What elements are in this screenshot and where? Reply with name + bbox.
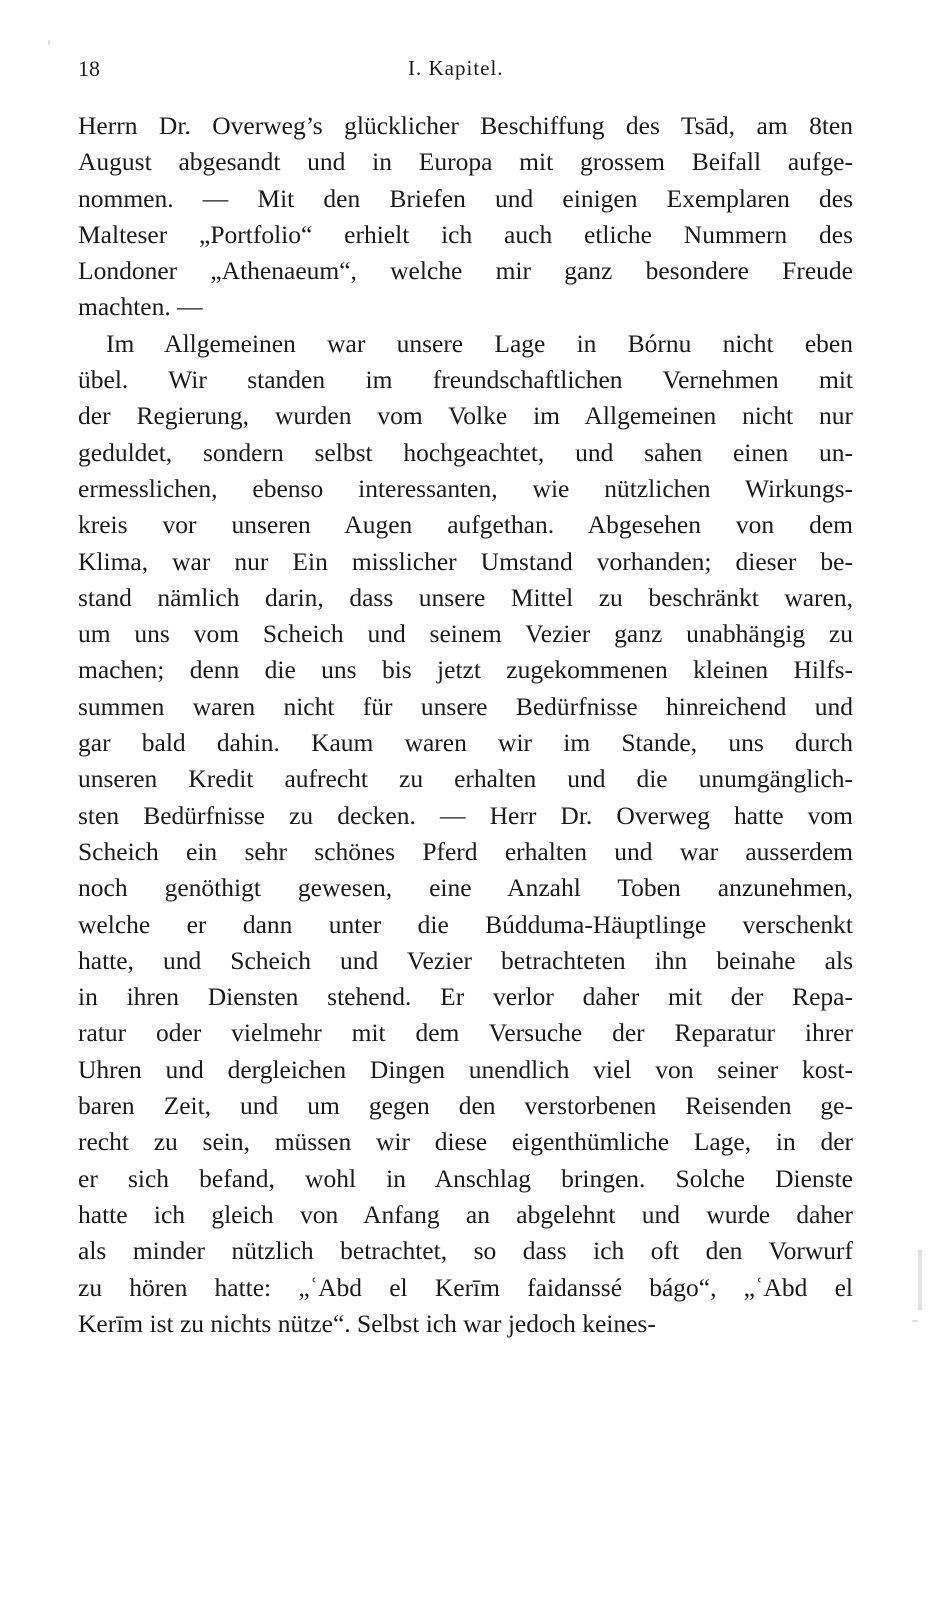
text-line: gar bald dahin. Kaum waren wir im Stande, uns durch — [78, 728, 853, 758]
text-line: baren Zeit, und um gegen den verstorbenen Reisenden ge- — [78, 1091, 853, 1121]
text-line: Klima, war nur Ein misslicher Umstand vorhanden; dieser be- — [78, 546, 853, 576]
text-line: noch genöthigt gewesen, eine Anzahl Toben anzunehmen, — [78, 873, 853, 903]
text-line: welche er dann unter die Búdduma-Häuptlinge verschenkt — [78, 909, 853, 939]
text-line: recht zu sein, müssen wir diese eigenthümliche Lage, in der — [78, 1127, 853, 1157]
body-text — [78, 108, 853, 1342]
scan-speck — [48, 40, 50, 45]
text-line: machten. — — [78, 292, 203, 322]
text-line: August abgesandt und in Europa mit grossem Beifall aufge- — [78, 147, 853, 177]
paragraph-start-line: Im Allgemeinen war unsere Lage in Bórnu nicht eben — [106, 328, 853, 358]
scan-speck — [918, 1250, 922, 1310]
text-line: hatte ich gleich von Anfang an abgelehnt und wurde daher — [78, 1199, 853, 1229]
text-line: ermesslichen, ebenso interessanten, wie nützlichen Wirkungs- — [78, 473, 853, 503]
text-line: ratur oder vielmehr mit dem Versuche der Reparatur ihrer — [78, 1018, 853, 1048]
text-line: stand nämlich darin, dass unsere Mittel zu beschränkt waren, — [78, 582, 853, 612]
text-line: sten Bedürfnisse zu decken. — Herr Dr. Overweg hatte vom — [78, 800, 853, 830]
page-number: 18 — [78, 56, 100, 81]
text-line: machen; denn die uns bis jetzt zugekommenen kleinen Hilfs- — [78, 655, 853, 685]
text-line: summen waren nicht für unsere Bedürfnisse hinreichend und — [78, 691, 853, 721]
text-line: geduldet, sondern selbst hochgeachtet, und sahen einen un- — [78, 437, 853, 467]
text-line: Uhren und dergleichen Dingen unendlich viel von seiner kost- — [78, 1054, 853, 1084]
text-line: Malteser „Portfolio“ erhielt ich auch etliche Nummern des — [78, 219, 853, 249]
text-line: kreis vor unseren Augen aufgethan. Abgesehen von dem — [78, 510, 853, 540]
text-line: in ihren Diensten stehend. Er verlor daher mit der Repa- — [78, 982, 853, 1012]
text-line: unseren Kredit aufrecht zu erhalten und die unumgänglich- — [78, 764, 853, 794]
text-line: hatte, und Scheich und Vezier betrachteten ihn beinahe als — [78, 945, 853, 975]
text-line: um uns vom Scheich und seinem Vezier ganz unabhängig zu — [78, 619, 853, 649]
text-line: zu hören hatte: „ʿAbd el Kerīm faidanssé bágo“, „ʿAbd el — [78, 1272, 853, 1302]
text-line: er sich befand, wohl in Anschlag bringen. Solche Dienste — [78, 1163, 853, 1193]
text-line: Scheich ein sehr schönes Pferd erhalten und war ausserdem — [78, 836, 853, 866]
running-head — [78, 56, 838, 86]
text-line: übel. Wir standen im freundschaftlichen Vernehmen mit — [78, 365, 853, 395]
text-line: Kerīm ist zu nichts nütze“. Selbst ich war jedoch keines- — [78, 1308, 656, 1338]
scan-speck — [912, 1320, 918, 1322]
text-line: als minder nützlich betrachtet, so dass ich oft den Vorwurf — [78, 1236, 853, 1266]
text-line: Herrn Dr. Overweg’s glücklicher Beschiffung des Tsād, am 8ten — [78, 111, 853, 140]
text-line: nommen. — Mit den Briefen und einigen Exemplaren des — [78, 183, 853, 213]
chapter-title: I. Kapitel. — [408, 56, 504, 80]
text-line: Londoner „Athenaeum“, welche mir ganz besondere Freude — [78, 256, 853, 286]
text-line: der Regierung, wurden vom Volke im Allgemeinen nicht nur — [78, 401, 853, 431]
